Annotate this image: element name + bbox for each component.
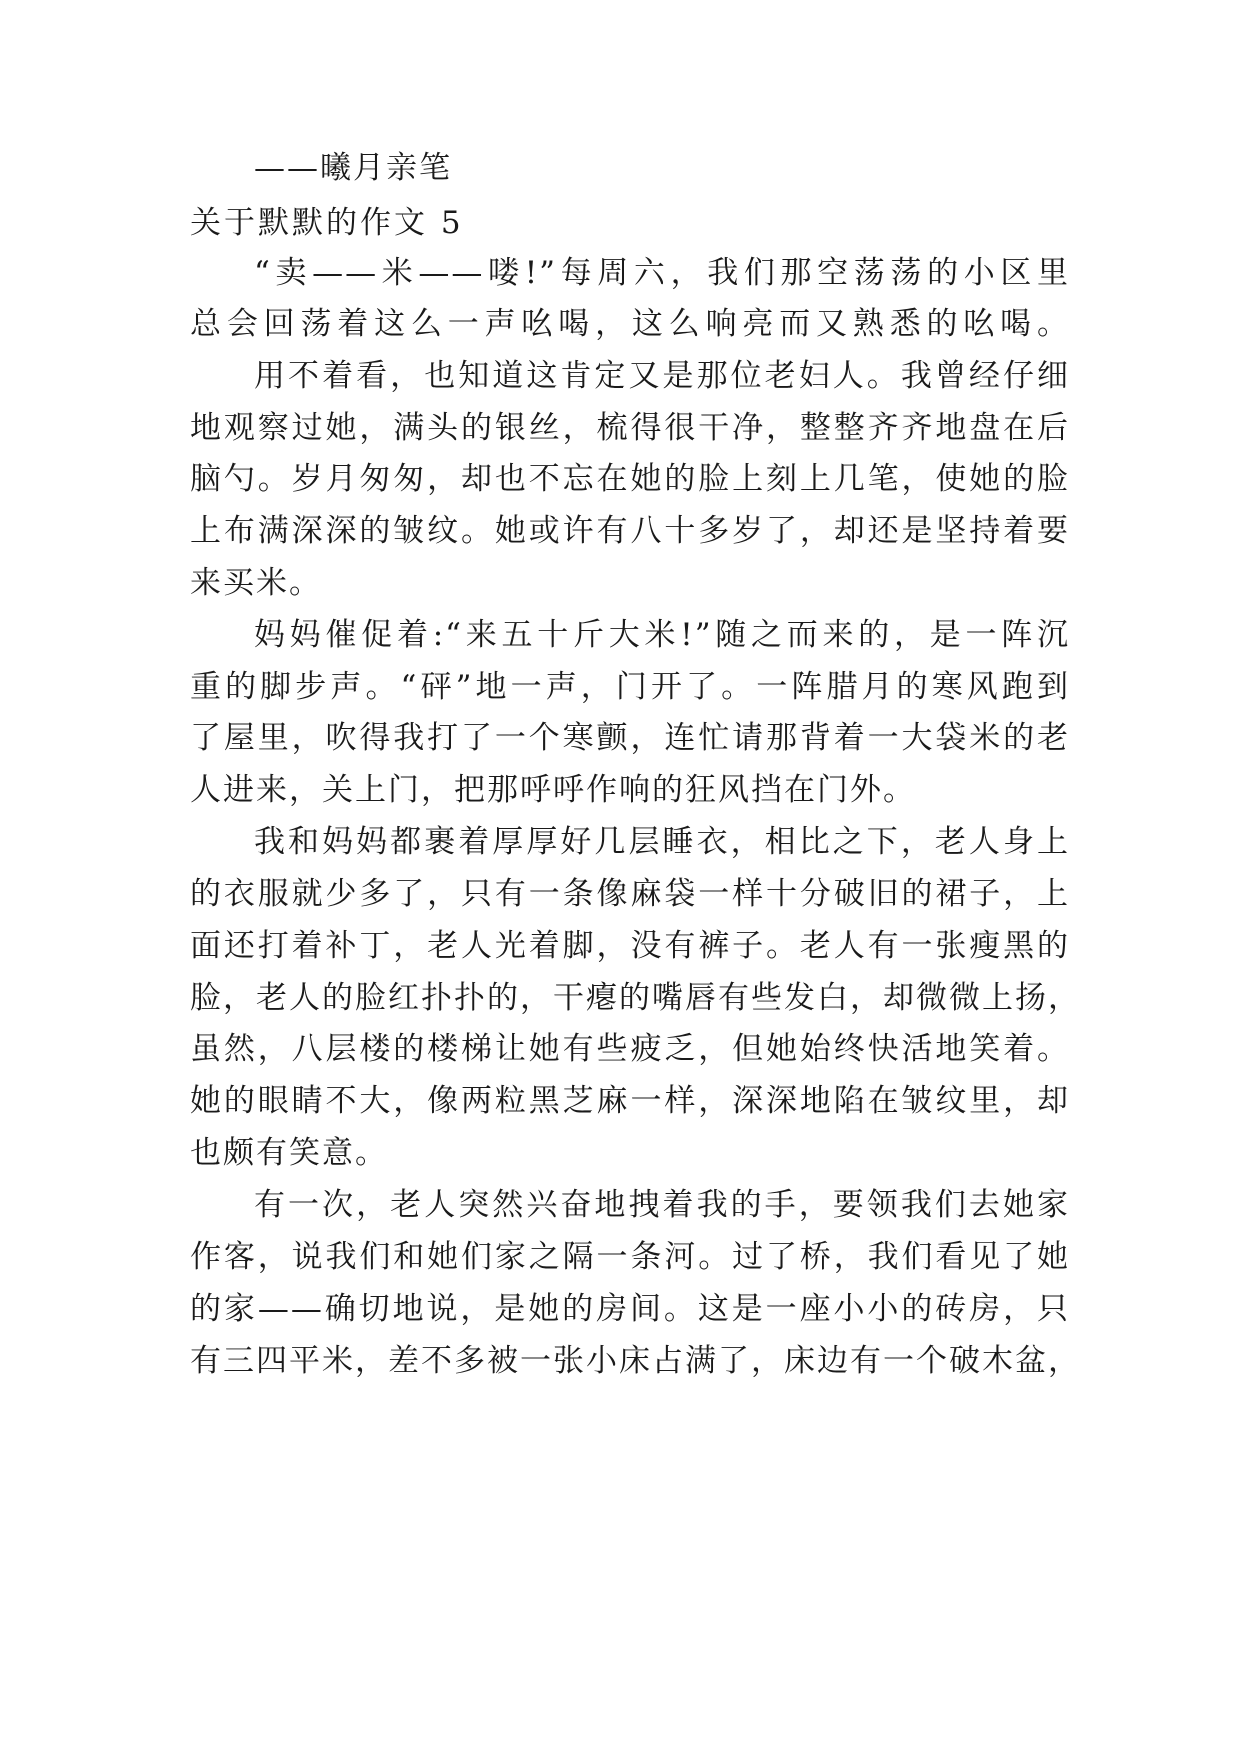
text-line: 脑勺。岁月匆匆，却也不忘在她的脸上刻上几笔，使她的脸 [190, 461, 1070, 497]
text-line: 的家——确切地说，是她的房间。这是一座小小的砖房，只 [190, 1291, 1070, 1327]
text-line: 了屋里，吹得我打了一个寒颤，连忙请那背着一大袋米的老 [190, 720, 1070, 756]
text-line: 用不着看，也知道这肯定又是那位老妇人。我曾经仔细 [254, 358, 1070, 394]
text-line: 上布满深深的皱纹。她或许有八十多岁了，却还是坚持着要 [190, 513, 1070, 549]
text-line: 来买米。 [190, 565, 322, 601]
text-line: 有一次，老人突然兴奋地拽着我的手，要领我们去她家 [254, 1187, 1070, 1223]
text-line: 人进来，关上门，把那呼呼作响的狂风挡在门外。 [190, 772, 916, 808]
text-line: “卖——米——喽!”每周六，我们那空荡荡的小区里 [254, 255, 1070, 291]
text-line: 总会回荡着这么一声吆喝，这么响亮而又熟悉的吆喝。 [190, 306, 1070, 342]
text-line: 我和妈妈都裹着厚厚好几层睡衣，相比之下，老人身上 [254, 824, 1070, 860]
text-line: 面还打着补丁，老人光着脚，没有裤子。老人有一张瘦黑的 [190, 928, 1070, 964]
text-line: 重的脚步声。“砰”地一声，门开了。一阵腊月的寒风跑到 [190, 669, 1070, 705]
section-heading: 关于默默的作文 5 [190, 205, 464, 241]
text-line: 脸，老人的脸红扑扑的，干瘪的嘴唇有些发白，却微微上扬， [190, 980, 1081, 1016]
text-line: 作客，说我们和她们家之隔一条河。过了桥，我们看见了她 [190, 1239, 1070, 1275]
text-line: 妈妈催促着:“来五十斤大米!”随之而来的，是一阵沉 [254, 617, 1070, 653]
text-line: 的衣服就少多了，只有一条像麻袋一样十分破旧的裙子，上 [190, 876, 1070, 912]
text-line: 地观察过她，满头的银丝，梳得很干净，整整齐齐地盘在后 [190, 410, 1070, 446]
text-line: 有三四平米，差不多被一张小床占满了，床边有一个破木盆， [190, 1343, 1081, 1379]
signature-line: ——曦月亲笔 [254, 150, 452, 186]
text-line: 她的眼睛不大，像两粒黑芝麻一样，深深地陷在皱纹里，却 [190, 1083, 1070, 1119]
text-line: 虽然，八层楼的楼梯让她有些疲乏，但她始终快活地笑着。 [190, 1031, 1070, 1067]
text-line: 也颇有笑意。 [190, 1135, 388, 1171]
